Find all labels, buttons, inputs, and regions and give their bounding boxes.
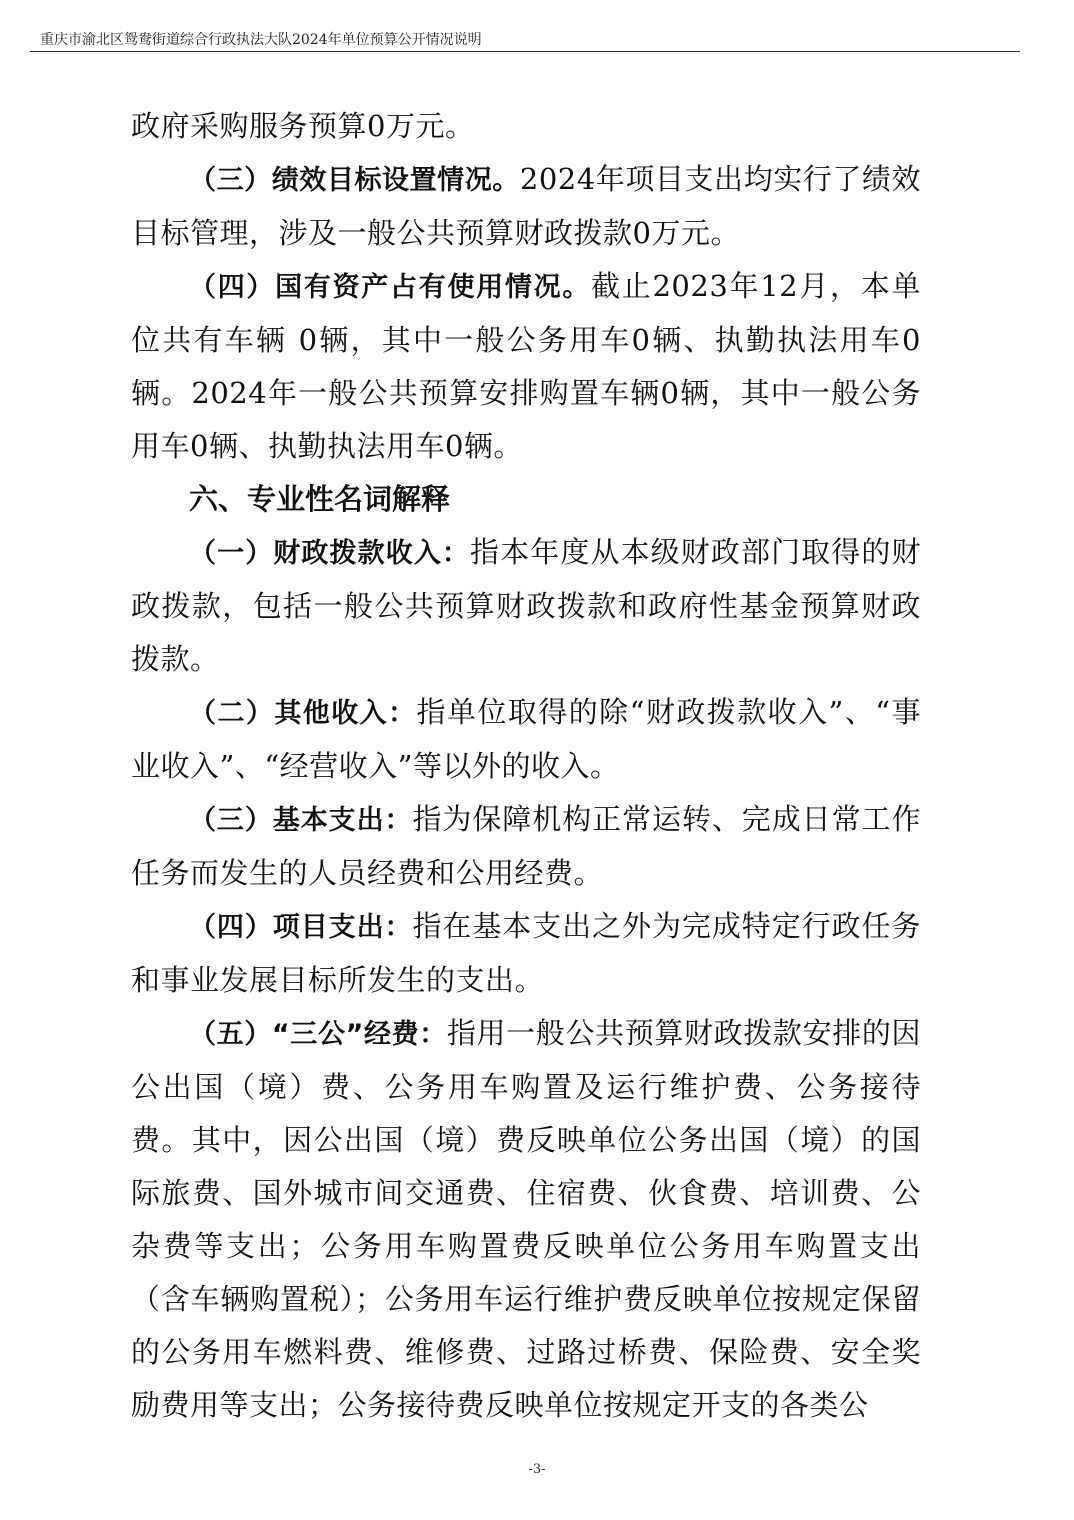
definition-project-expenditure [131, 900, 921, 1007]
document-body [131, 100, 921, 1432]
definition-text: 指用一般公共预算财政拨款安排的因公出国（境）费、公务用车购置及运行维护费、公务接待费。其中，因公出国（境）费反映单位公务出国（境）的国际旅费、国外城市间交通费、住宿费、伙食费、培训费、公杂费等支出；公务用车购置费反映单位公务用车购置支出（含车辆购置税）；公务用车运行维护费反映单位按规定保留的公务用车燃料费、维修费、过路过桥费、保险费、安全奖励费用等支出；公务接待费反映单位按规定开支的各类公 [131, 1016, 921, 1422]
paragraph-state-assets [131, 260, 921, 473]
paragraph-text: 政府采购服务预算0万元。 [131, 109, 475, 143]
definition-fiscal-appropriation [131, 526, 921, 686]
definition-text: 指本年度从本级财政部门取得的财政拨款，包括一般公共预算财政拨款和政府性基金预算财政拨款。 [131, 535, 921, 676]
paragraph-performance-goals [131, 153, 921, 260]
header-divider [30, 51, 1020, 52]
definition-term: （五）“三公”经费： [189, 1019, 447, 1050]
page-number: -3- [528, 1462, 546, 1477]
document-header: 重庆市渝北区鸳鸯街道综合行政执法大队2024年单位预算公开情况说明 [40, 32, 482, 48]
definition-term: （三）基本支出： [189, 805, 413, 836]
definition-term: （二）其他收入： [189, 698, 417, 729]
paragraph-lead: （三）绩效目标设置情况。 [189, 165, 520, 196]
paragraph-text: 截止2023年12月，本单位共有车辆 0辆，其中一般公务用车0辆、执勤执法用车0辆。2024年一般公共预算安排购置车辆0辆，其中一般公务用车0辆、执勤执法用车0辆。 [131, 269, 921, 463]
definition-term: （四）项目支出： [189, 912, 413, 943]
definition-three-public-expenses [131, 1007, 921, 1432]
paragraph-lead: （四）国有资产占有使用情况。 [189, 272, 592, 303]
definition-text: 指在基本支出之外为完成特定行政任务和事业发展目标所发生的支出。 [131, 909, 921, 997]
definition-basic-expenditure [131, 793, 921, 900]
paragraph-text: 2024年项目支出均实行了绩效目标管理，涉及一般公共预算财政拨款0万元。 [131, 162, 922, 250]
definition-text: 指单位取得的除“财政拨款收入”、“事业收入”、“经营收入”等以外的收入。 [131, 695, 921, 783]
definition-term: （一）财政拨款收入： [189, 538, 471, 569]
section-heading: 六、专业性名词解释 [189, 482, 451, 516]
paragraph-procurement [131, 100, 921, 153]
definition-other-income [131, 686, 921, 793]
definition-text: 指为保障机构正常运转、完成日常工作任务而发生的人员经费和公用经费。 [131, 802, 921, 890]
